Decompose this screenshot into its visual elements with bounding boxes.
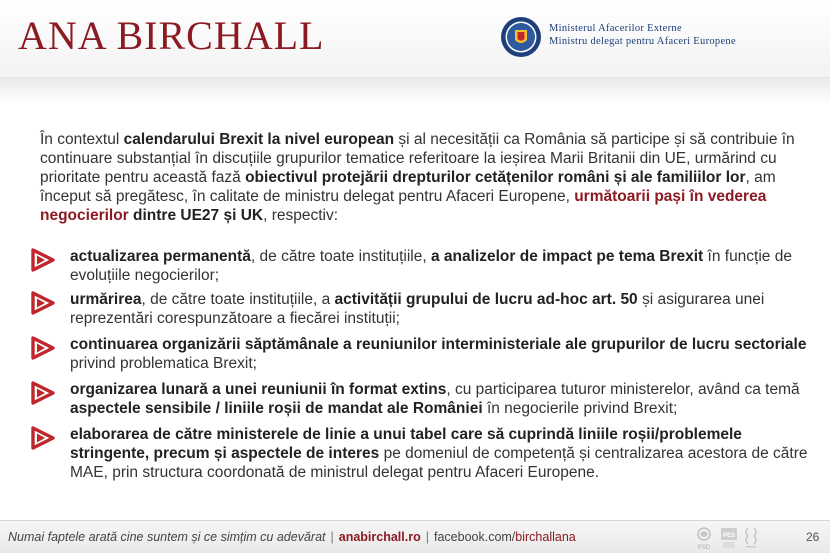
footer-separator: | <box>330 530 334 544</box>
header <box>0 0 830 78</box>
play-arrow-icon <box>30 426 56 450</box>
play-arrow-icon <box>30 381 56 405</box>
pes-logo-icon <box>721 528 737 548</box>
facebook-link[interactable]: facebook.com/birchallana <box>433 530 576 544</box>
footer-separator: | <box>425 530 429 544</box>
list-item-text: urmărirea, de către toate instituțiile, a activității grupului de lucru ad-hoc art. 50 și asigurarea unei reprezentări corespunzătoare a fiecărei instituții; <box>70 291 765 327</box>
party-logos <box>694 524 794 552</box>
play-arrow-icon <box>30 291 56 315</box>
intro-bold: dintre UE27 și UK <box>133 207 264 224</box>
ministry-role: Ministru delegat pentru Afaceri Europene <box>549 36 736 47</box>
list-item-text: elaborarea de către ministerele de linie a unui tabel care să cuprindă liniile roșii/problemele stringente, precum și aspectele de interes pe domeniul de competență și centralizarea acestora de către MAE, prin structura coordonată de ministrul delegat pentru Afaceri Europene. <box>70 426 808 481</box>
page-number: 26 <box>806 530 820 544</box>
intro-paragraph <box>40 130 810 225</box>
ministry-block <box>549 22 736 48</box>
intro-bold: calendarului Brexit la nivel european <box>123 131 395 148</box>
psd-logo-icon <box>698 528 711 551</box>
header-shadow <box>0 78 830 104</box>
list-item-text: actualizarea permanentă, de către toate instituțiile, a analizelor de impact pe tema Brexit în funcție de evoluțiile negocierilor; <box>70 248 792 284</box>
intro-text: , respectiv: <box>263 207 339 224</box>
intro-text: În contextul <box>40 131 124 148</box>
list-item-text: continuarea organizării săptămânale a reuniunilor interministeriale ale grupurilor de lucru sectoriale privind problematica Brexit; <box>70 336 807 372</box>
website-link[interactable]: anabirchall.ro <box>338 530 421 544</box>
footer-line <box>8 530 576 544</box>
intro-bold: obiectivul protejării drepturilor cetățenilor români și ale familiilor lor <box>245 169 746 186</box>
footer-motto: Numai faptele arată cine suntem și ce simțim cu adevărat <box>8 530 326 544</box>
intro-text: , am început să pregătesc, în calitate de ministru delegat pentru Afaceri Europene, <box>40 169 776 205</box>
foundation-logo-icon <box>746 528 756 548</box>
play-arrow-icon <box>30 336 56 360</box>
government-seal-icon <box>500 16 542 58</box>
svg-text:PSD: PSD <box>697 545 711 551</box>
footer <box>0 520 830 553</box>
brand-title: ANA BIRCHALL <box>18 13 325 58</box>
list-item-text: organizarea lunară a unei reuniunii în format extins, cu participarea tuturor ministerelor, având ca temă aspectele sensibile / liniile roșii de mandat ale României în negocierile privind Brexit; <box>70 381 800 417</box>
play-arrow-icon <box>30 248 56 272</box>
svg-text:PES: PES <box>722 533 736 539</box>
intro-text: și al necesității ca România să participe și să contribuie în continuare substanțial în discuțiile grupurilor tematice referitoare la ieșirea Marii Britanii din UE, urmărind cu prioritate pentru această fază <box>40 131 795 186</box>
intro-highlight: următoarii pași în vederea negocierilor <box>40 188 767 224</box>
ministry-name: Ministerul Afacerilor Externe <box>549 23 682 34</box>
